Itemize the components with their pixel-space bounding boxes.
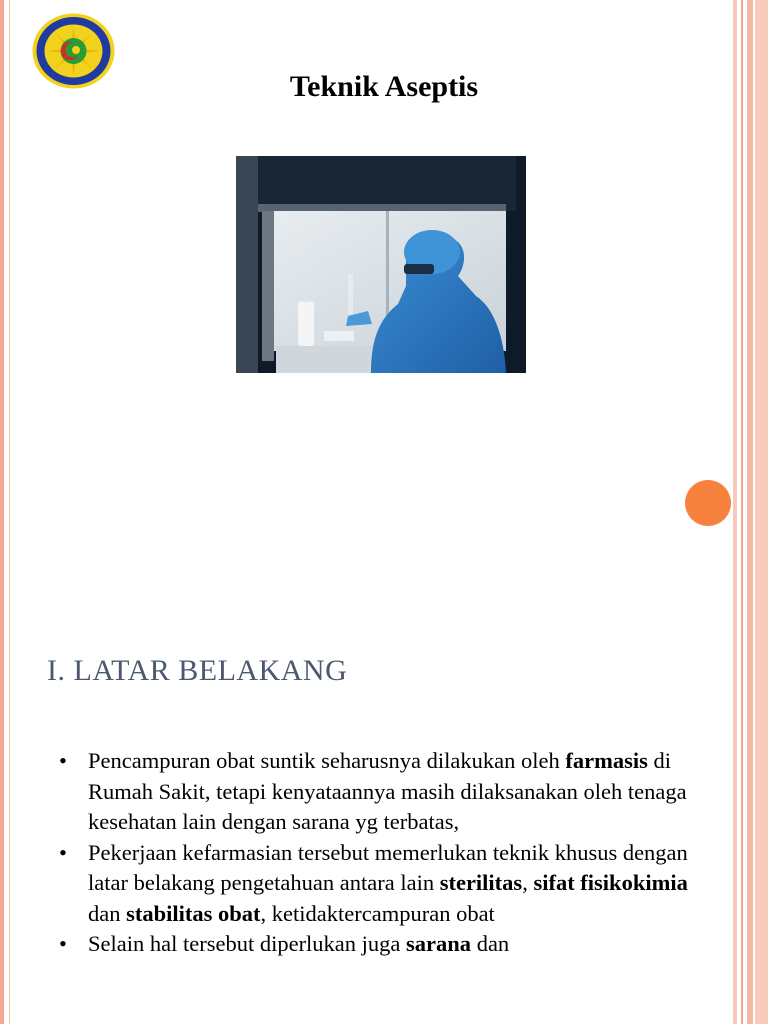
list-item <box>56 929 696 960</box>
bullet-list <box>56 746 696 960</box>
bold-term: sterilitas <box>439 870 523 895</box>
text-run: di Rumah Sakit, tetapi kenyataannya masih dilaksanakan oleh tenaga kesehatan lain dengan sarana yg terbatas, <box>88 748 687 834</box>
text-run: , ketidaktercampuran obat <box>260 900 495 926</box>
list-item <box>56 746 696 838</box>
text-run: Pekerjaan kefarmasian tersebut memerlukan teknik khusus dengan latar belakang pengetahuan antara lain <box>88 839 688 895</box>
bold-term: farmasis <box>565 748 648 773</box>
section-heading: I. LATAR BELAKANG <box>47 654 348 687</box>
text-run: dan <box>88 900 127 926</box>
laminar-flow-cabinet-photo <box>236 156 526 373</box>
right-decorative-bars <box>733 0 768 1024</box>
accent-circle <box>685 480 731 526</box>
text-run: Pencampuran obat suntik seharusnya dilakukan oleh <box>88 748 566 773</box>
slide-title: Teknik Aseptis <box>289 70 479 103</box>
left-edge-line <box>9 0 10 1024</box>
bold-term: stabilitas obat <box>126 900 261 926</box>
left-edge-stripe <box>0 0 4 1024</box>
text-run: dan <box>471 931 510 956</box>
text-run: Selain hal tersebut diperlukan juga <box>88 931 407 956</box>
bold-term: sifat fisikokimia <box>533 870 688 895</box>
text-run: , <box>522 870 534 895</box>
list-item <box>56 838 696 930</box>
bold-term: sarana <box>406 931 472 956</box>
